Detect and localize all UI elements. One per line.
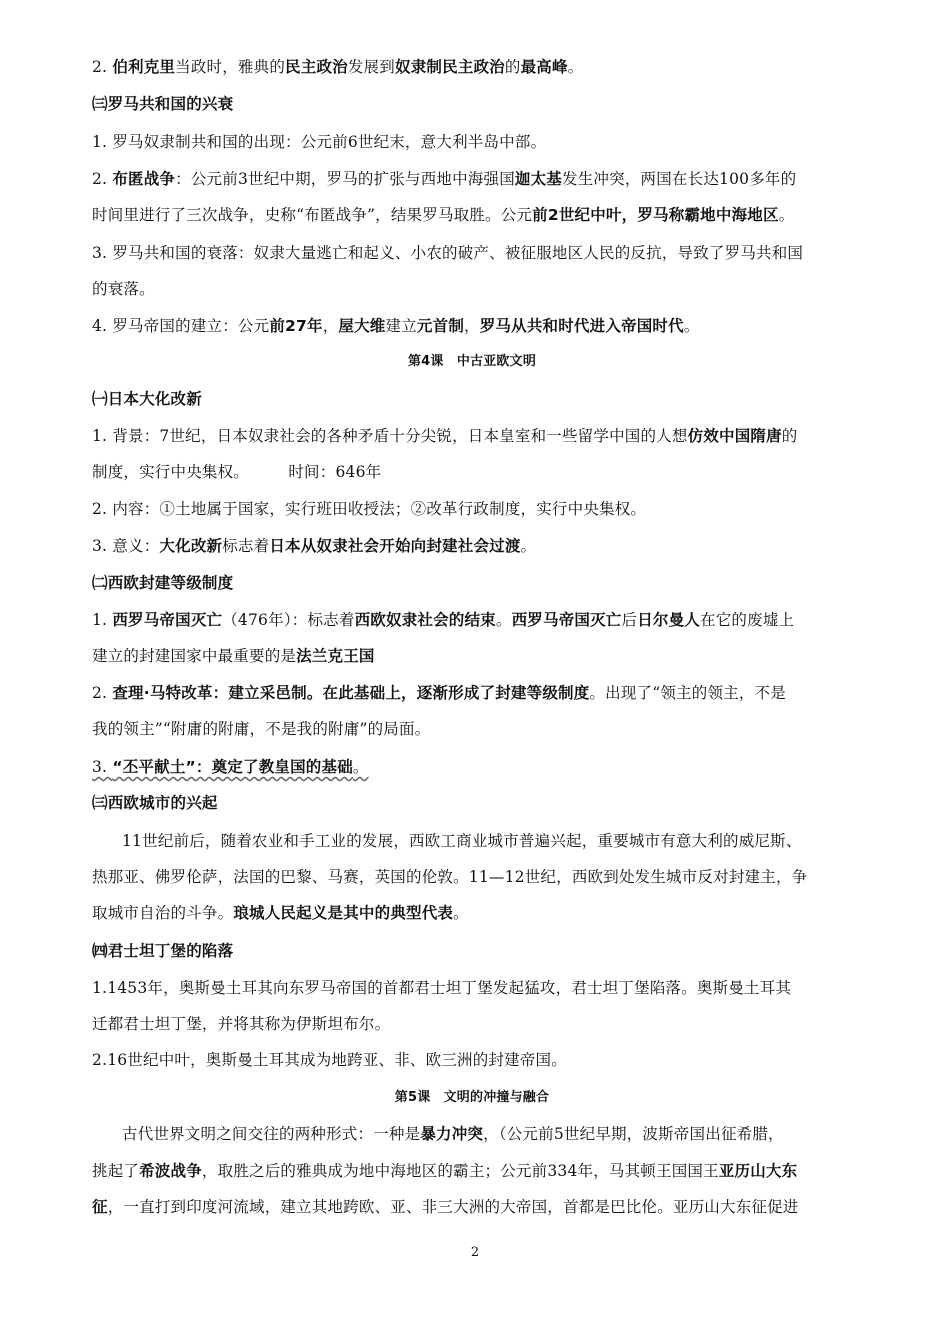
paragraph-const-1-line2: 迁都君士坦丁堡，并将其称为伊斯坦布尔。 <box>92 1015 391 1033</box>
paragraph-feudal-2-line1: 2. 查理·马特改革：建立采邑制。在此基础上，逐渐形成了封建等级制度。出现了“领主的领主，不是 <box>92 684 786 702</box>
paragraph-l5-line3: 征，一直打到印度河流域，建立其地跨欧、亚、非三大洲的大帝国，首都是巴比伦。亚历山大东征促进 <box>92 1198 799 1216</box>
paragraph-pericles: 2. 伯利克里当政时，雅典的民主政治发展到奴隶制民主政治的最高峰。 <box>92 58 584 76</box>
paragraph-l5-line1: 古代世界文明之间交往的两种形式：一种是暴力冲突，（公元前5世纪早期，波斯帝国出征希腊， <box>122 1125 784 1143</box>
section-heading-feudal: ㈡西欧封建等级制度 <box>92 574 234 592</box>
paragraph-feudal-3: 3. “丕平献土”：奠定了教皇国的基础。 <box>92 758 369 776</box>
paragraph-rome-2-line1: 2. 布匿战争：公元前3世纪中期，罗马的扩张与西地中海强国迦太基发生冲突，两国在长达100多年的 <box>92 170 797 188</box>
paragraph-feudal-2-line2: 我的领主”“附庸的附庸，不是我的附庸”的局面。 <box>92 720 431 738</box>
paragraph-cities-line1: 11世纪前后，随着农业和手工业的发展，西欧工商业城市普遍兴起，重要城市有意大利的威尼斯、 <box>122 832 802 850</box>
paragraph-rome-3-line2: 的衰落。 <box>92 280 155 298</box>
paragraph-japan-1-line2: 制度，实行中央集权。 时间：646年 <box>92 463 382 481</box>
paragraph-japan-1-line1: 1. 背景：7世纪，日本奴隶社会的各种矛盾十分尖锐，日本皇室和一些留学中国的人想仿效中国隋唐的 <box>92 427 798 445</box>
section-heading-cities: ㈢西欧城市的兴起 <box>92 794 218 812</box>
paragraph-feudal-1-line2: 建立的封建国家中最重要的是法兰克王国 <box>92 647 375 665</box>
page-number: 2 <box>470 1245 480 1260</box>
paragraph-rome-2-line2: 时间里进行了三次战争，史称“布匿战争”，结果罗马取胜。公元前2世纪中叶，罗马称霸地中海地区。 <box>92 206 795 224</box>
paragraph-cities-line2: 热那亚、佛罗伦萨，法国的巴黎、马赛，英国的伦敦。11—12世纪，西欧到处发生城市反对封建主，争 <box>92 868 808 886</box>
paragraph-rome-4: 4. 罗马帝国的建立：公元前27年，屋大维建立元首制，罗马从共和时代进入帝国时代。 <box>92 317 700 335</box>
paragraph-feudal-1-line1: 1. 西罗马帝国灭亡（476年）：标志着西欧奴隶社会的结束。西罗马帝国灭亡后日尔曼人在它的废墟上 <box>92 611 795 629</box>
paragraph-l5-line2: 挑起了希波战争，取胜之后的雅典成为地中海地区的霸主；公元前334年，马其顿王国国王亚历山大东 <box>92 1162 798 1180</box>
paragraph-rome-1: 1. 罗马奴隶制共和国的出现：公元前6世纪末，意大利半岛中部。 <box>92 133 547 151</box>
section-heading-rome: ㈢罗马共和国的兴衰 <box>92 95 234 113</box>
paragraph-cities-line3: 取城市自治的斗争。琅城人民起义是其中的典型代表。 <box>92 904 469 922</box>
paragraph-japan-2: 2. 内容：①土地属于国家，实行班田收授法；②改革行政制度，实行中央集权。 <box>92 500 647 518</box>
paragraph-rome-3-line1: 3. 罗马共和国的衰落：奴隶大量逃亡和起义、小农的破产、被征服地区人民的反抗，导致了罗马共和国 <box>92 244 804 262</box>
paragraph-japan-3: 3. 意义：大化改新标志着日本从奴隶社会开始向封建社会过渡。 <box>92 537 537 555</box>
section-heading-japan: ㈠日本大化改新 <box>92 390 202 408</box>
paragraph-const-1-line1: 1.1453年，奥斯曼土耳其向东罗马帝国的首都君士坦丁堡发起猛攻，君士坦丁堡陷落。奥斯曼土耳其 <box>92 979 792 997</box>
section-heading-constantinople: ㈣君士坦丁堡的陷落 <box>92 942 234 960</box>
lesson-4-title: 第4课 中古亚欧文明 <box>407 354 537 369</box>
paragraph-const-2: 2.16世纪中叶，奥斯曼土耳其成为地跨亚、非、欧三洲的封建帝国。 <box>92 1051 567 1069</box>
lesson-5-title: 第5课 文明的冲撞与融合 <box>394 1090 550 1105</box>
